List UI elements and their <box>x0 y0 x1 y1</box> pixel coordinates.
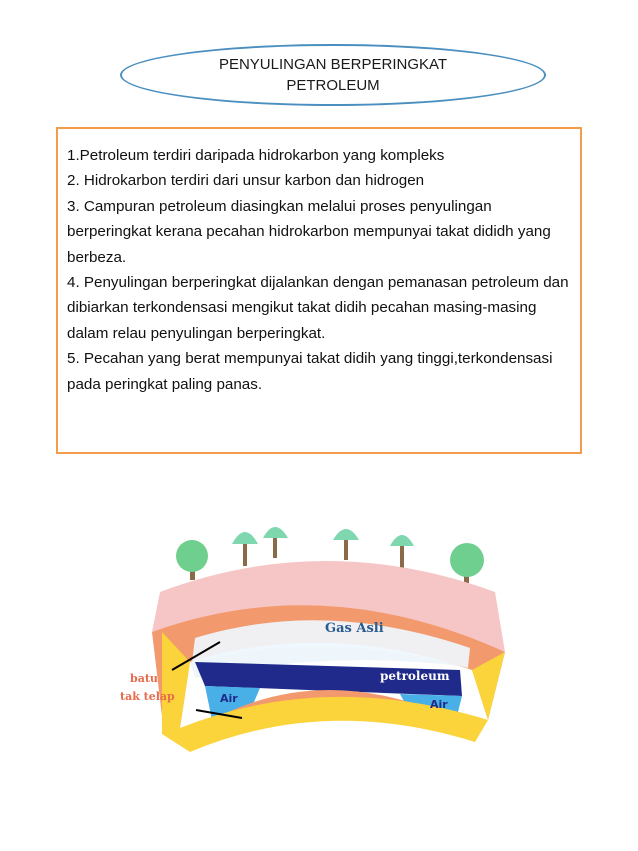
title-line-2: PETROLEUM <box>286 77 380 94</box>
petroleum-trap-diagram <box>100 520 540 760</box>
tree-icon <box>232 532 258 566</box>
label-air-right: Air <box>430 698 448 711</box>
point-4: 4. Penyulingan berperingkat dijalankan dengan pemanasan petroleum dan dibiarkan terkondensasi mengikut takat didih pecahan masing-masing dalam relau penyulingan berperingkat. <box>67 274 569 342</box>
point-3: 3. Campuran petroleum diasingkan melalui proses penyulingan berperingkat kerana pecahan hidrokarbon mempunyai takat dididh yang berbeza. <box>67 197 551 266</box>
point-5: 5. Pecahan yang berat mempunyai takat didih yang tinggi,terkondensasi pada peringkat paling panas. <box>67 350 553 393</box>
point-2: 2. Hidrokarbon terdiri dari unsur karbon dan hidrogen <box>67 172 425 190</box>
explanation-box <box>56 127 582 454</box>
tree-icon <box>333 529 359 560</box>
tree-icon <box>263 527 288 558</box>
title-ellipse <box>120 44 546 106</box>
label-gas: Gas Asli <box>325 621 384 636</box>
point-1: 1.Petroleum terdiri daripada hidrokarbon yang kompleks <box>67 147 445 164</box>
title-line-1: PENYULINGAN BERPERINGKAT <box>218 56 448 73</box>
label-air-left: Air <box>220 692 238 705</box>
label-petroleum: petroleum <box>380 669 450 683</box>
label-rock-line-2: tak telap <box>120 690 175 703</box>
tree-icon <box>390 535 414 568</box>
tree-icon <box>176 540 208 580</box>
tree-icon <box>450 543 484 584</box>
label-rock-line-1: batu <box>130 672 158 685</box>
